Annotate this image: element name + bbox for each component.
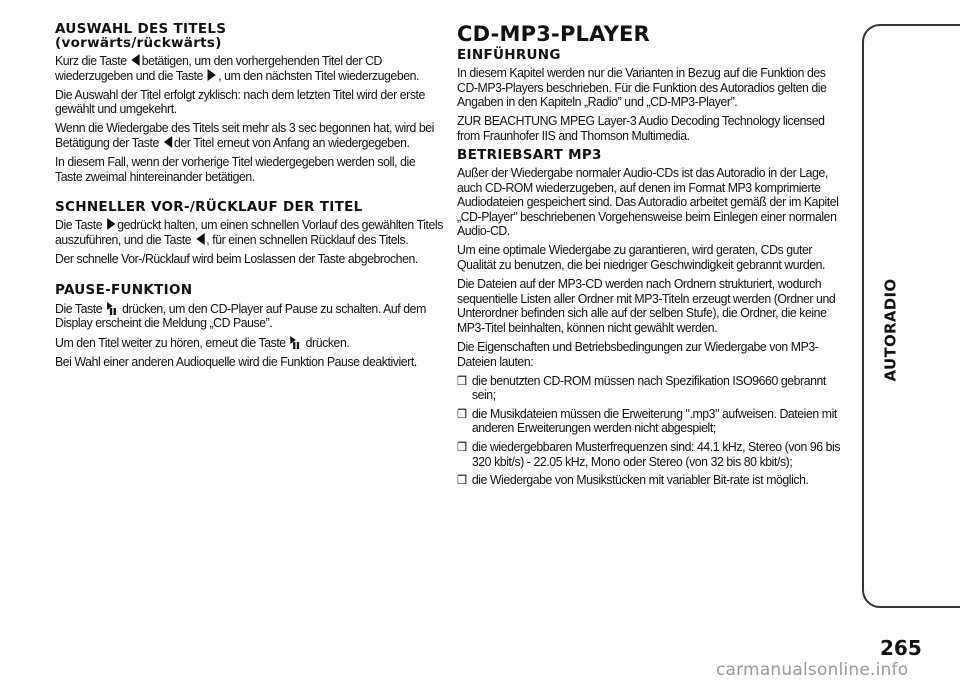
- paragraph: Bei Wahl einer anderen Audioquelle wird die Funktion Pause deaktiviert.: [55, 354, 417, 370]
- play-pause-icon: [290, 335, 302, 349]
- text: Kurz die Taste: [55, 53, 127, 68]
- text: der Titel erneut von Anfang an wiedergegeben.: [173, 134, 410, 150]
- text: Die Taste: [55, 217, 103, 233]
- paragraph: [55, 301, 443, 331]
- checkbox-bullet-icon: ❒: [457, 473, 467, 488]
- section-title-line1: AUSWAHL DES TITELS: [55, 21, 227, 37]
- triangle-right-icon: [107, 218, 115, 230]
- list-item: [457, 374, 843, 403]
- paragraph: ZUR BEACHTUNG MPEG Layer-3 Audio Decoding Technology licensed from Fraunhofer IIS and Thomson Multimedia.: [457, 113, 825, 143]
- section-title-mp3-mode: BETRIEBSART MP3: [457, 146, 602, 163]
- watermark: carmanualsonline.info: [716, 660, 909, 680]
- triangle-left-icon: [164, 136, 172, 148]
- list-item: [457, 440, 843, 469]
- text: , um den nächsten Titel wiederzugeben.: [218, 67, 420, 83]
- section-title-fast-forward: SCHNELLER VOR-/RÜCKLAUF DER TITEL: [55, 199, 363, 216]
- text: drücken.: [305, 335, 350, 351]
- text: gedrückt halten, um einen schnellen Vorlauf des gewählten Titels auszuführen, und die Taste: [55, 217, 443, 247]
- list-item-text: die wiedergebbaren Musterfrequenzen sind: 44.1 kHz, Stereo (von 96 bis 320 kbit/s) - 22.05 kHz, Mono oder Stereo (von 32 bis 80 kbit/s);: [471, 439, 841, 469]
- requirements-list: [457, 374, 845, 488]
- paragraph: [55, 54, 443, 83]
- paragraph: Um eine optimale Wiedergabe zu garantieren, wird geraten, CDs guter Qualität zu benutzen, die bei niedriger Geschwindigkeit gebrannt wurden.: [457, 242, 826, 273]
- section-title-pause: PAUSE-FUNKTION: [55, 281, 193, 298]
- section-title-track-select: [55, 22, 445, 50]
- left-column: [55, 22, 445, 374]
- text: drücken, um den CD-Player auf Pause zu schalten. Auf dem Display erscheint die Meldung „CD Pause”.: [55, 300, 426, 331]
- list-item-text: die Wiedergabe von Musikstücken mit variabler Bit-rate ist möglich.: [471, 472, 809, 488]
- right-column: [457, 22, 845, 492]
- chapter-label: [862, 280, 918, 380]
- text: betätigen, um den vorhergehenden Titel der CD wiederzugeben und die Taste: [55, 53, 382, 83]
- list-item: [457, 407, 843, 436]
- checkbox-bullet-icon: ❒: [457, 440, 467, 455]
- paragraph: Die Auswahl der Titel erfolgt zyklisch: nach dem letzten Titel wird der erste gewählt und umgekehrt.: [55, 86, 425, 117]
- paragraph: [55, 335, 443, 351]
- text: , für einen schnellen Rücklauf des Titels.: [206, 231, 409, 247]
- paragraph: [55, 121, 443, 150]
- text: Um den Titel weiter zu hören, erneut die Taste: [55, 335, 286, 351]
- paragraph: Die Dateien auf der MP3-CD werden nach Ordnern strukturiert, wodurch sequentielle Listen aller Ordner mit MP3-Titeln erzeugt werden (Ordner und Unterordner befinden sich alle auf der selben Stufe), die Ordner, die keine MP3-Titel beinhalten, können nicht gewählt werden.: [457, 276, 836, 335]
- checkbox-bullet-icon: ❒: [457, 373, 467, 388]
- triangle-left-icon: [196, 233, 204, 245]
- page-title: CD-MP3-PLAYER: [457, 22, 650, 46]
- section-title-line2: (vorwärts/rückwärts): [55, 35, 222, 51]
- checkbox-bullet-icon: ❒: [457, 406, 467, 421]
- play-pause-icon: [106, 301, 118, 315]
- list-item-text: die benutzten CD-ROM müssen nach Spezifikation ISO9660 gebrannt sein;: [471, 372, 826, 403]
- paragraph: Der schnelle Vor-/Rücklauf wird beim Loslassen der Taste abgebrochen.: [55, 250, 418, 266]
- paragraph: In diesem Kapitel werden nur die Varianten in Bezug auf die Funktion des CD-MP3-Players beschrieben. Für die Funktion des Autoradios gelten die Angaben in den Kapiteln „Radio” und „CD-MP3-Player”.: [457, 65, 827, 110]
- paragraph: Außer der Wiedergabe normaler Audio-CDs ist das Autoradio in der Lage, auch CD-ROM wiederzugeben, auf denen im Format MP3 komprimierte Audiodateien gespeichert sind. Das Autoradio arbeitet gemäß der im Kapitel „CD-Player” beschriebenen Vorgehensweise beim Einlegen einer normalen Audio-CD.: [457, 164, 839, 239]
- text: Wenn die Wiedergabe des Titels seit mehr als 3 sec begonnen hat, wird bei Betätigung der Taste: [55, 120, 434, 150]
- chapter-label-text: AUTORADIO: [881, 278, 899, 382]
- paragraph: In diesem Fall, wenn der vorherige Titel wiedergegeben werden soll, die Taste zweimal hintereinander betätigen.: [55, 154, 416, 184]
- section-title-intro: EINFÜHRUNG: [457, 47, 561, 63]
- paragraph: Die Eigenschaften und Betriebsbedingungen zur Wiedergabe von MP3-Dateien lauten:: [457, 339, 819, 369]
- triangle-left-icon: [131, 54, 139, 66]
- page-number: 265: [880, 636, 922, 660]
- list-item: [457, 473, 843, 488]
- paragraph: [55, 218, 443, 247]
- triangle-right-icon: [208, 69, 216, 81]
- list-item-text: die Musikdateien müssen die Erweiterung ".mp3" aufweisen. Dateien mit anderen Erweiterungen werden nicht abgespielt;: [471, 405, 837, 436]
- text: Die Taste: [55, 300, 103, 316]
